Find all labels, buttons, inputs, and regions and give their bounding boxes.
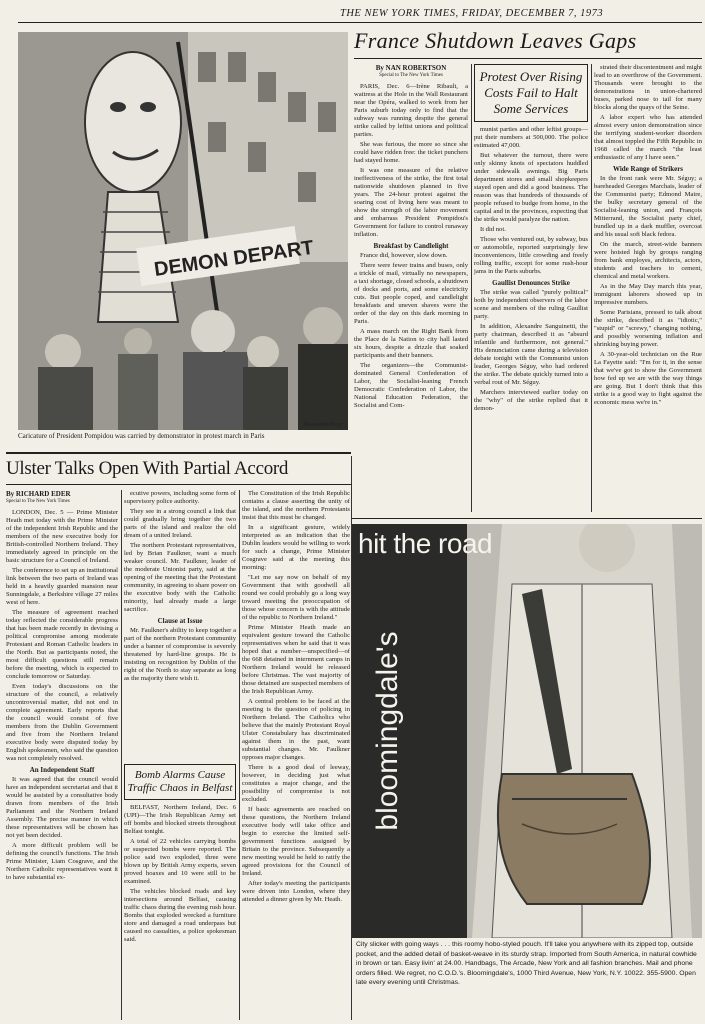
paragraph: In addition, Alexandre Sanguinetti, the party chairman, described it as "absurd infantile and furthermore, not general." His denunciation came during a television debate tonight with the Communist union leader, Georges Séguy, who had ordered the strike. The debate quickly turned into a verbal rout of Mr. Séguy. <box>474 323 588 386</box>
paragraph: The organizers—the Communist-dominated General Confederation of Labor, the Socialist-leaning French Democratic Confederation of Labor, the National Education Federation, the Socialist and Com- <box>354 362 468 409</box>
france-special: Special to The New York Times <box>379 73 443 78</box>
paragraph: It was agreed that the council would have an independent secretariat and that it would be assisted by a consultative body drawn from members of the Irish Parliament and the Northern Ireland Assembly. The precise manner in which these representatives will be chosen has not yet been decided. <box>6 776 118 839</box>
paragraph: The measure of agreement reached today reflected the considerable progress that has been made recently in devising a political compromise among moderate Protestant and Roman Catholic leaders in the North. But as participants noted, the most difficult questions still remain before the meeting, which is expected to conclude tomorrow or Saturday. <box>6 609 118 680</box>
paragraph: A 30-year-old technician on the Rue La Fayette said: "I'm for it, in the sense that we've got to show the Government how fed up we are with the way things are going. But I don't think that this strike is a good way to fight against the economic mess we're in." <box>594 351 702 406</box>
paragraph: It was one measure of the relative ineffectiveness of the strike, the first total nationwide shutdown planned in five years. The 24-hour protest against the soaring cost of living here was meant to show the strength of the labor movement and embarrass President Pompidou's Government for failure to control runaway inflation. <box>354 167 468 238</box>
paragraph: After today's meeting the participants were driven into London, where they attended a dinner given by Mr. Heath. <box>242 880 350 903</box>
france-subhead-3: Wide Range of Strikers <box>612 165 684 173</box>
paragraph: "Let me say now on behalf of my Government that with goodwill all round we could probably go a long way toward meeting the preoccupation of those whose concern is with the attitude of the republic to Northern Ireland." <box>242 574 350 621</box>
ulster-column-1 <box>6 490 118 1020</box>
ulster-rule <box>6 484 351 485</box>
ulster-subhead-1: An Independent Staff <box>29 766 95 774</box>
france-rule <box>354 58 702 59</box>
paragraph: In the front rank were Mr. Séguy; a bareheaded Georges Marchais, leader of the Communist party; Edmond Maire, the bulky secretary general of the Socialist-leaning union, and François Mitterrand, the Socialist party chief, bundled up in a dark muffler, overcoat and his usual soft black fedora. <box>594 175 702 238</box>
paragraph: On the march, street-wide banners were hoisted high by groups ranging from bank employes, architects, actors, students and teachers to cement, chemical and metal workers. <box>594 241 702 280</box>
paragraph: The northern Protestant representatives, led by Brian Faulkner, want a much weaker council. Mr. Faulkner, leader of the moderate Unionist party, said at the opening of the meeting that the Protestant community, in agreeing to share power on the executive body with the Catholic minority, had already made a large sacrifice. <box>124 542 236 613</box>
paragraph: Those who ventured out, by subway, bus or automobile, reported surprisingly few inconveniences, little crowding and freely rolling traffic, except for some rush-hour jams in the Paris suburbs. <box>474 236 588 275</box>
column-divider <box>239 490 240 1020</box>
photo-caption: Caricature of President Pompidou was carried by demonstrator in protest march in Paris <box>18 432 265 440</box>
paragraph: She was furious, the more so since she could have ridden free: the ticket punchers had stayed home. <box>354 141 468 164</box>
paragraph: It did not. <box>480 226 506 233</box>
column-divider <box>591 64 592 512</box>
paragraph: A central problem to be faced at the meeting is the question of policing in Northern Ireland. The Catholics who believe that the mainly Protestant Royal Ulster Constabulary has discriminated against them in the past, want substantial changes. Mr. Faulkner opposes major changes. <box>242 698 350 761</box>
paragraph: There is a good deal of leeway, however, in deciding just what constitutes a major change, and the possibility of compromise is not excluded. <box>242 764 350 803</box>
france-column-1 <box>354 64 468 512</box>
france-column-3 <box>594 64 702 512</box>
france-subhead-1: Breakfast by Candlelight <box>373 242 449 250</box>
paragraph: France did, however, slow down. <box>360 252 448 259</box>
paragraph: A total of 22 vehicles carrying bombs or suspected bombs were reported. The police said two exploded, three were blown up by British Army experts, seven proved hoaxes and 10 were still to be examined. <box>124 838 236 885</box>
paragraph: strated their discontentment and might lead to an overthrow of the Government. Thousands were brought to the demonstrations in union-chartered buses, parked nose to tail for many blocks along the quays of the Seine. <box>594 64 702 111</box>
paragraph: Marchers interviewed earlier today on the "why" of the strike replied that it demon- <box>474 389 588 412</box>
belfast-box <box>124 764 236 1020</box>
paragraph: A more difficult problem will be defining the council's functions. The Irish Prime Minister, Liam Cosgrave, and the Northern Catholic representatives want it to have substantial ex- <box>6 842 118 881</box>
ad-brand-logo: bloomingdale's <box>371 631 404 831</box>
paragraph: They see in a strong council a link that could gradually bring together the two parts of the island and realize the old dream of a united Ireland. <box>124 508 236 539</box>
paragraph: But whatever the turnout, there were only skinny knots of spectators huddled under sidewalk awnings. Big Paris department stores and small shopkeepers stayed open and did a good business. The reason was that hundreds of thousands of people refused to budge from home, in the capital and in the provinces, expecting that the strike would paralyze the nation. <box>474 152 588 223</box>
paragraph: As in the May Day march this year, immigrant laborers showed up in impressive numbers. <box>594 283 702 306</box>
belfast-body <box>124 804 236 1014</box>
paragraph: LONDON, Dec. 5 — Prime Minister Heath met today with the Prime Minister of the independent Irish Republic and the members of the new executive body for British-controlled Northern Ireland. They immediately agreed in principle on the basic structure for a Council of Ireland. <box>6 509 118 564</box>
ad-copy: City slicker with going ways . . . this roomy hobo-styled pouch. It'll take you anywhere with its zipped top, outside pocket, and the added detail of basket-weave in its sturdy strap. Imported from South America, in natural cowhide in brown or tan. Easy livin' at 24.00. Handbags, The Arcade, New York and all fashion branches. Mail and phone orders filled. We regret, no C.O.D.'s. Bloomingdale's, 1000 Third Avenue, New York, N.Y. 10022. 355-5900. Open late every evening until Christmas. <box>356 941 697 986</box>
france-byline: By NAN ROBERTSON <box>375 64 447 72</box>
paragraph: A labor expert who has attended almost every union demonstration since the terrifying student-worker disorders that almost toppled the Fifth Republic in 1968 called the march "the least enthusiastic of any I have seen." <box>594 114 702 161</box>
column-divider <box>121 490 122 1020</box>
paragraph: A mass march on the Right Bank from the Place de la Nation to city hall lasted six hours, despite a drizzle that soaked participants and their banners. <box>354 328 468 359</box>
paragraph: If basic agreements are reached on these questions, the Northern Ireland executive body will take office and begin to exercise the limited self-government functions assigned by Britain to the province. Subsequently a new meeting would be held to ratify the agreed provisions for the Council of Ireland. <box>242 806 350 877</box>
ulster-column-2 <box>124 490 236 760</box>
ulster-byline: By RICHARD EDER <box>6 490 71 498</box>
ulster-subhead-2: Clause at Issue <box>157 617 203 625</box>
paragraph: The vehicles blocked roads and key intersections around Belfast, causing traffic chaos during the evening rush hour. Bombs that exploded wrecked a furniture store and damaged a road underpass but caused no casualties, a police spokesman said. <box>124 888 236 943</box>
protest-photo <box>18 32 348 430</box>
paragraph: The conference to set up an institutional link between the two parts of Ireland was held in a heavily guarded mansion near Sunningdale, a Berkshire village 27 miles west of here. <box>6 567 118 606</box>
ulster-headline: Ulster Talks Open With Partial Accord <box>6 458 289 479</box>
paragraph: The strike was called "purely political" both by independent observers of the labor scene and members of the ruling Gaullist party. <box>474 289 588 320</box>
france-headline: France Shutdown Leaves Gaps <box>354 28 637 53</box>
ulster-column-3 <box>242 490 350 1020</box>
paragraph: Some Parisians, pressed to talk about the strike, described it as "idiotic," "stupid" or "screwy," changing nothing, and possibly worsening inflation and shrinking buying power. <box>594 309 702 348</box>
photo-credit: Associated Press <box>303 422 342 428</box>
paragraph: Prime Minister Heath made an equivalent gesture toward the Catholic representatives when he said that it was hoped that a number—unspecified—of the 668 detained in internment camps in Northern Ireland would be released before Christmas. The vast majority of those detained are suspected members of the Irish Republican Army. <box>242 624 350 695</box>
paragraph: In a significant gesture, widely interpreted as an indication that the Dublin leaders would be willing to work for such a change, Prime Minister Cosgrave said at the meeting this morning: <box>242 524 350 571</box>
column-divider <box>471 64 472 512</box>
masthead: THE NEW YORK TIMES, FRIDAY, DECEMBER 7, 1973 <box>340 8 604 19</box>
belfast-headline: Bomb Alarms Cause Traffic Chaos in Belfast <box>124 764 236 800</box>
paragraph: BELFAST, Northern Ireland, Dec. 6 (UPI)—The Irish Republican Army set off bombs and blocked streets throughout Belfast tonight. <box>124 804 236 835</box>
ad-headline: hit the road <box>358 528 493 559</box>
top-rule <box>18 22 702 23</box>
paragraph: munist parties and other leftist groups—put their numbers at 500,000. The police estimated 47,000. <box>474 126 588 149</box>
protest-photo-drawing <box>18 32 348 430</box>
france-sidebar-head: Protest Over Rising Costs Fail to Halt Some Services <box>474 64 588 122</box>
section-rule <box>6 452 351 454</box>
paragraph: ecutive powers, including some form of supervisory police authority. <box>124 490 236 505</box>
sign-text: DEMON DEPART <box>152 236 316 281</box>
paragraph: Mr. Faulkner's ability to keep together a part of the northern Protestant community under a banner of compromise is severely threatened by hard-line groups. He is insisting on recognition by Dublin of the right of the North to stay separate as long as the majority there wish it. <box>124 627 236 682</box>
paragraph: Even today's discussions on the structure of the council, a relatively uncontroversial matter, did not end in complete agreement. Early reports that the council would consist of five members from the Dublin Government and five from the Northern Ireland executive body were disputed today by English spokesmen, who said the question was not completely resolved. <box>6 683 118 762</box>
paragraph: PARIS, Dec. 6—Irène Ribault, a waitress at the Hole in the Wall Restaurant near the Opéra, walked to work from her Paris suburb today only to find that the subway was running despite the general strike called by leftist unions and political parties. <box>354 83 468 138</box>
section-rule <box>352 518 702 519</box>
france-column-2 <box>474 64 588 512</box>
paragraph: The Constitution of the Irish Republic contains a clause asserting the unity of the island, and the northern Protestants insist that this must be changed. <box>242 490 350 521</box>
bloomingdales-ad <box>352 524 702 938</box>
ulster-special: Special to The New York Times <box>6 499 70 504</box>
france-subhead-2: Gaullist Denounces Strike <box>492 279 570 287</box>
paragraph: There were fewer trains and buses, only a trickle of mail, virtually no newspapers, a taxi shortage, closed schools, a shutdown of docks and ports, and some electricity cuts. But people coped, and candlelight breakfasts and uneven shaves were the order of the day on this dark morning in Paris. <box>354 262 468 325</box>
